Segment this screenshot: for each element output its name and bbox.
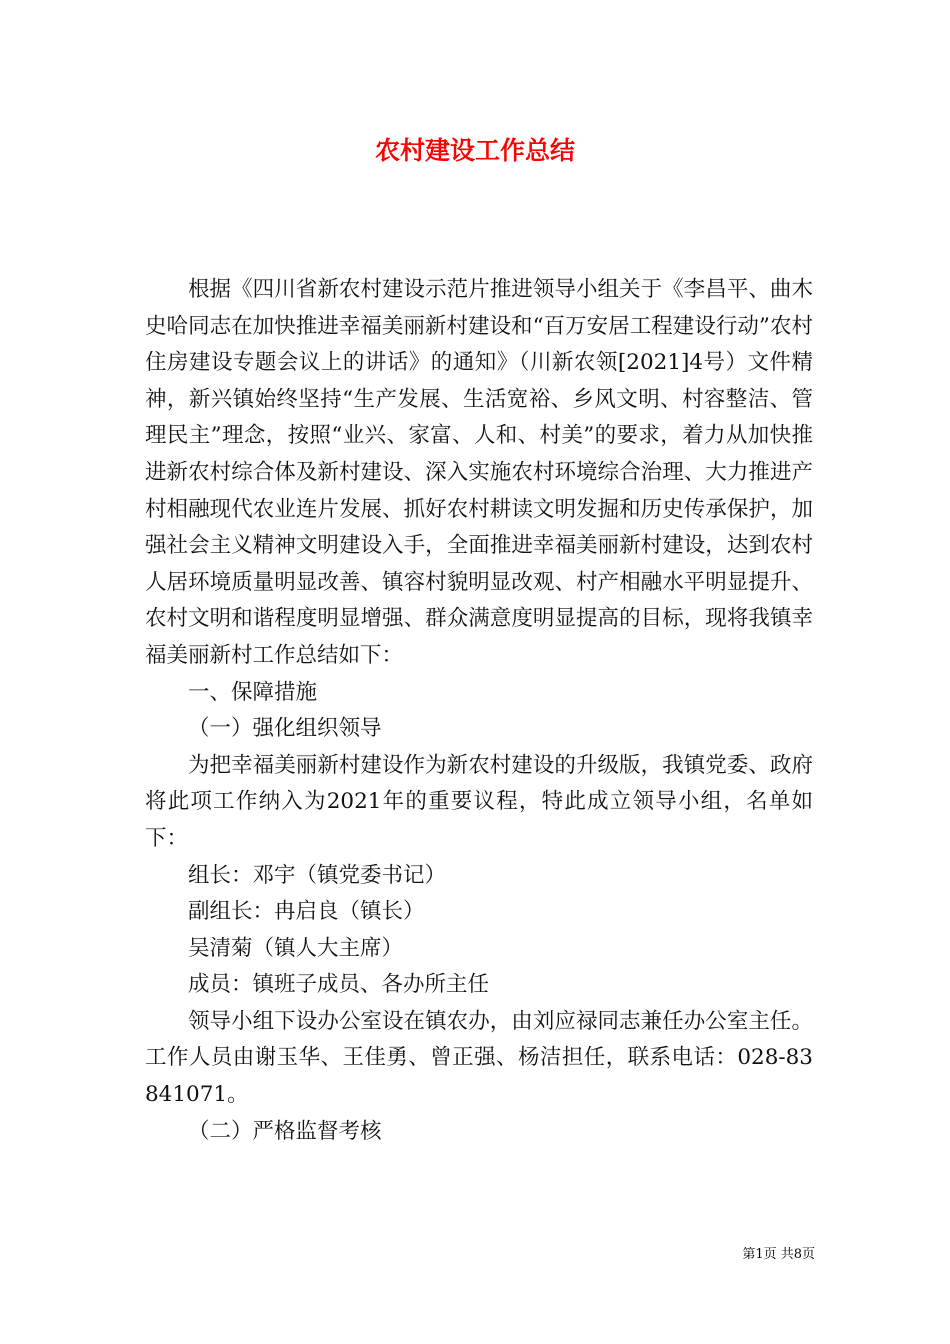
section-heading: 一、保障措施 — [188, 679, 318, 705]
subsection-heading: （二）严格监督考核 — [188, 1118, 382, 1144]
paragraph: 成员：镇班子成员、各办所主任 — [188, 972, 490, 998]
paragraph-intro: 根据《四川省新农村建设示范片推进领导小组关于《李昌平、曲木史哈同志在加快推进幸福美丽新村建设和“百万安居工程建设行动”农村住房建设专题会议上的讲话》的通知》（川新农领[2021]4号）文件精神，新兴镇始终坚持“生产发展、生活宽裕、乡风文明、村容整洁、管理民主”理念，按照“业兴、家富、人和、村美”的要求，着力从加快推进新农村综合体及新村建设、深入实施农村环境综合治理、大力推进产村相融现代农业连片发展、抓好农村耕读文明发掘和历史传承保护，加强社会主义精神文明建设入手，全面推进幸福美丽新村建设，达到农村人居环境质量明显改善、镇容村貌明显改观、村产相融水平明显提升、农村文明和谐程度明显增强、群众满意度明显提高的目标，现将我镇幸福美丽新村工作总结如下： — [145, 277, 813, 668]
document-title: 农村建设工作总结 — [374, 136, 575, 165]
paragraph: 为把幸福美丽新村建设作为新农村建设的升级版，我镇党委、政府将此项工作纳入为2021年的重要议程，特此成立领导小组，名单如下： — [145, 752, 813, 851]
document-body — [145, 272, 813, 1150]
page-number: 第1页 共8页 — [742, 1247, 815, 1262]
paragraph: 领导小组下设办公室设在镇农办，由刘应禄同志兼任办公室主任。工作人员由谢玉华、王佳勇、曾正强、杨洁担任，联系电话：028-83841071。 — [145, 1008, 813, 1108]
paragraph: 组长：邓宇（镇党委书记） — [188, 862, 447, 888]
paragraph: 副组长：冉启良（镇长） — [188, 899, 425, 925]
paragraph: 吴清菊（镇人大主席） — [188, 935, 404, 961]
subsection-heading: （一）强化组织领导 — [188, 716, 382, 742]
